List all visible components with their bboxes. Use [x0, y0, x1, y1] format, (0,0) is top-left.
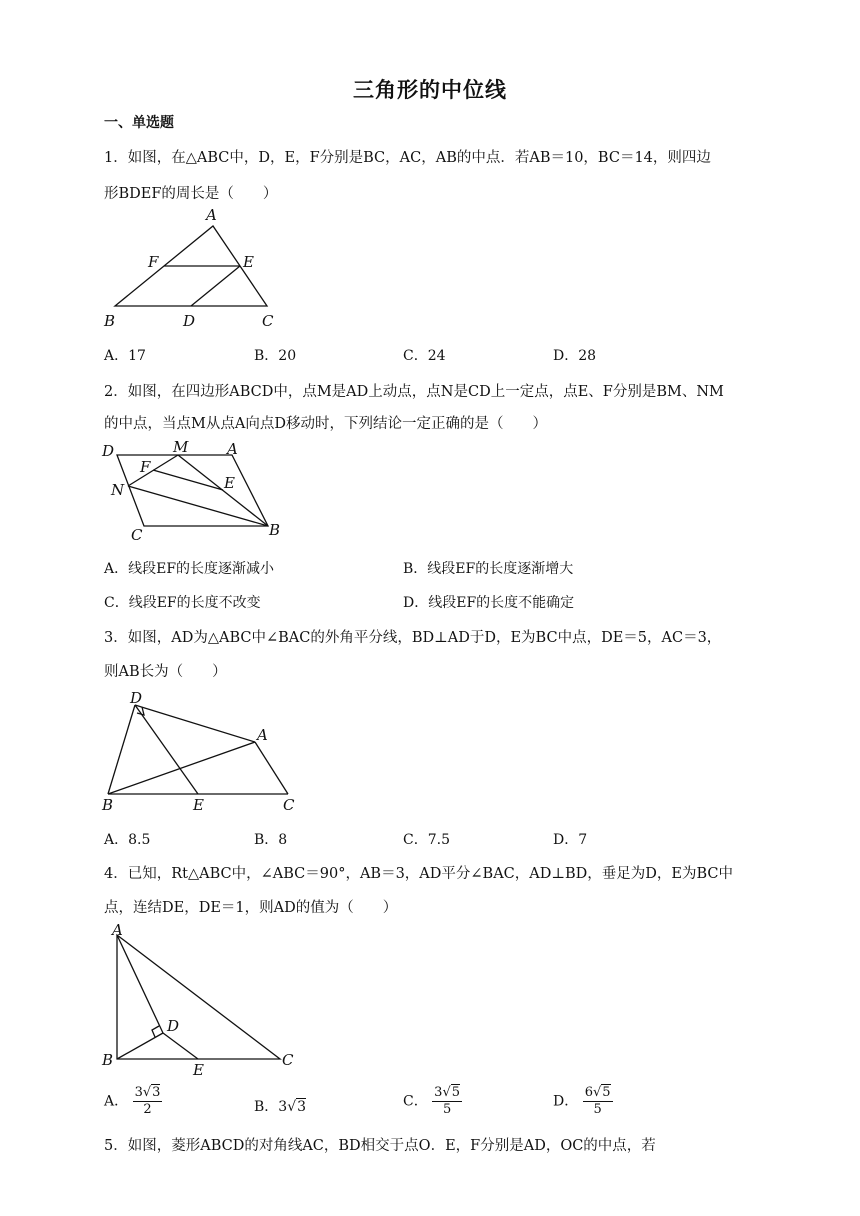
label-b: B	[102, 796, 114, 814]
segment-ed	[191, 266, 240, 306]
label-d: D	[130, 689, 143, 707]
q1-option-d[interactable]: D．28	[553, 348, 597, 364]
q3-option-a[interactable]: A．8.5	[104, 832, 151, 848]
label-c: C	[283, 796, 295, 814]
segment-bd	[108, 705, 135, 794]
q3-option-d[interactable]: D．7	[553, 832, 588, 848]
q2-option-a[interactable]: A．线段EF的长度逐渐减小	[104, 561, 275, 577]
q4-option-d[interactable]	[553, 1085, 613, 1118]
label-m: M	[173, 438, 189, 456]
q1-option-a[interactable]: A．17	[104, 348, 146, 364]
label-c: C	[282, 1051, 294, 1069]
label-b: B	[102, 1051, 114, 1069]
label-c: C	[131, 526, 143, 544]
q4-option-a[interactable]	[104, 1085, 162, 1118]
label-b: B	[269, 521, 281, 539]
q4-right-triangle-figure	[100, 922, 310, 1077]
label-b: B	[104, 312, 116, 330]
page-title: 三角形的中位线	[353, 77, 507, 102]
q1-triangle-figure	[100, 206, 300, 331]
q1-text-line-1: 1．如图，在△ABC中，D，E，F分别是BC，AC，AB的中点．若AB＝10，BC＝14，则四边	[104, 150, 711, 166]
label-a: A	[206, 206, 217, 224]
label-d: D	[102, 442, 115, 460]
label-n: N	[111, 481, 125, 499]
label-e: E	[193, 1061, 204, 1079]
segment-ac	[255, 742, 288, 794]
label-c: C	[262, 312, 274, 330]
q1-text-line-2: 形BDEF的周长是（ ）	[104, 186, 278, 202]
label-a: A	[257, 726, 268, 744]
q1-option-b[interactable]: B．20	[254, 348, 297, 364]
label-d: D	[183, 312, 196, 330]
segment-da	[135, 705, 255, 742]
q5-text-line-1: 5．如图，菱形ABCD的对角线AC，BD相交于点O．E，F分别是AD，OC的中点，若	[104, 1138, 656, 1154]
label-a: A	[227, 440, 238, 458]
q4-option-a-letter: A．	[104, 1093, 129, 1110]
segment-ad	[117, 935, 163, 1033]
label-d: D	[167, 1017, 180, 1035]
segment-ab	[108, 742, 255, 794]
q2-option-d[interactable]: D．线段EF的长度不能确定	[403, 595, 575, 611]
q1-option-c[interactable]: C．24	[403, 348, 446, 364]
q3-text-line-1: 3．如图，AD为△ABC中∠BAC的外角平分线，BD⊥AD于D，E为BC中点，DE＝5，AC＝3，	[104, 630, 722, 646]
section-heading: 一、单选题	[104, 115, 174, 131]
label-e: E	[224, 474, 235, 492]
label-f: F	[140, 458, 151, 476]
triangle-abc	[117, 935, 280, 1059]
q3-text-line-2: 则AB长为（ ）	[104, 664, 227, 680]
q2-option-b[interactable]: B．线段EF的长度逐渐增大	[403, 561, 574, 577]
q3-option-b[interactable]: B．8	[254, 832, 288, 848]
label-a: A	[112, 921, 123, 939]
q4-option-d-fraction: $\frac{6√5}{5}$	[584, 1085, 611, 1117]
q4-option-d-letter: D．	[553, 1093, 579, 1110]
q4-option-a-fraction: $\frac{3√3}{2}$	[134, 1085, 161, 1117]
segment-de	[163, 1033, 198, 1059]
q3-triangle-figure	[100, 688, 310, 818]
q3-option-c[interactable]: C．7.5	[403, 832, 450, 848]
label-e: E	[243, 253, 254, 271]
segment-mb	[178, 455, 268, 526]
q4-option-c-fraction: $\frac{3√5}{5}$	[434, 1085, 461, 1117]
q4-option-b[interactable]	[254, 1096, 306, 1116]
q4-option-c-letter: C．	[403, 1093, 428, 1110]
q2-text-line-1: 2．如图，在四边形ABCD中，点M是AD上动点，点N是CD上一定点，点E、F分别是BM、NM	[104, 384, 724, 400]
q2-quadrilateral-figure	[100, 438, 300, 548]
q4-text-line-1: 4．已知，Rt△ABC中，∠ABC＝90°，AB＝3，AD平分∠BAC，AD⊥BD，垂足为D，E为BC中	[104, 866, 734, 882]
label-f: F	[148, 253, 159, 271]
label-e: E	[193, 796, 204, 814]
q2-text-line-2: 的中点，当点M从点A向点D移动时，下列结论一定正确的是（ ）	[104, 416, 547, 432]
q2-option-c[interactable]: C．线段EF的长度不改变	[104, 595, 261, 611]
segment-nb	[128, 486, 268, 526]
segment-bd	[117, 1033, 163, 1059]
q4-option-b-value: 3√3	[278, 1099, 307, 1115]
q4-option-b-letter: B．	[254, 1099, 279, 1115]
q4-text-line-2: 点，连结DE，DE＝1，则AD的值为（ ）	[104, 900, 398, 916]
segment-fe	[153, 470, 223, 490]
q4-option-c[interactable]	[403, 1085, 462, 1118]
